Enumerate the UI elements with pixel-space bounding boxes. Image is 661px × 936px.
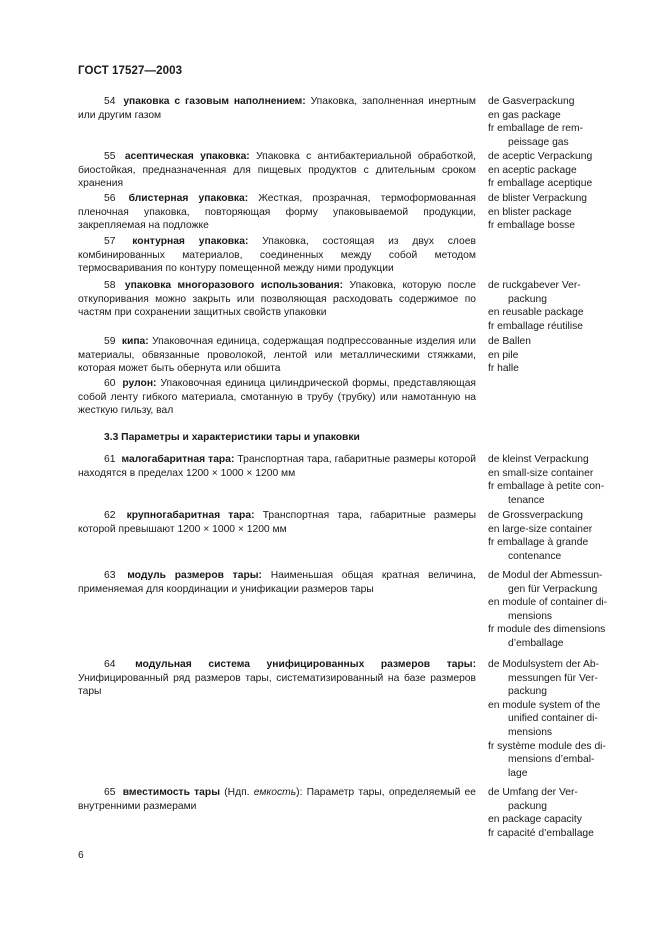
term-definition: Упаковка, заполненная инертным или другим газом — [78, 96, 476, 121]
equivalent-fr: fr emballage de rem- — [488, 123, 583, 135]
term-name: модульная система унифицированных размеров тары: — [135, 659, 476, 670]
foreign-equivalents-58 — [488, 279, 616, 333]
equivalent-fr-continued: d’emballage — [508, 637, 564, 649]
foreign-equivalents-54 — [488, 95, 616, 149]
term-definition: Унифицированный ряд размеров тары, систематизированный на базе размеров тары — [78, 672, 476, 698]
equivalent-en-continued: unified container di- — [508, 713, 598, 725]
equivalent-fr-continued: tenance — [508, 494, 545, 506]
term-definition: Транспортная тара, габаритные размеры которой находятся в пределах 1200 × 1000 × 1200 мм — [78, 454, 476, 479]
equivalent-de-continued: packung — [508, 800, 547, 812]
equivalent-de-continued: packung — [508, 293, 547, 305]
equivalent-fr: fr capacité d’emballage — [488, 827, 594, 839]
equivalent-fr: fr module des dimensions — [488, 624, 606, 636]
equivalent-en: en large-size container — [488, 523, 593, 535]
term-name: модуль размеров тары: — [127, 570, 262, 581]
entry-number: 55 — [104, 151, 116, 162]
term-name: блистерная упаковка: — [128, 193, 249, 204]
equivalent-de: de aceptic Verpackung — [488, 151, 593, 162]
term-entry-54 — [78, 95, 476, 122]
entry-number: 57 — [104, 236, 116, 247]
equivalent-fr-continued: contenance — [508, 550, 562, 562]
term-name: упаковка многоразового использования: — [124, 280, 344, 291]
term-definition: Наименьшая общая кратная величина, применяемая для координации и унификации размеров тары — [78, 570, 476, 595]
equivalent-de: de Gasverpackung — [488, 96, 575, 107]
equivalent-en: en blister package — [488, 206, 572, 218]
entry-number: 61 — [104, 454, 116, 465]
equivalent-fr: fr emballage à petite con- — [488, 481, 605, 493]
deprecated-term: емкость — [253, 787, 297, 798]
term-definition: Упаковочная единица цилиндрической формы, представляющая собой ленту гибкого материала, смотанную в трубу (трубку) или намотанную на жесткую гильзу, вал — [78, 378, 476, 417]
term-entry-59 — [78, 335, 476, 376]
equivalent-en: en module of container di- — [488, 597, 608, 609]
foreign-equivalents-64 — [488, 658, 616, 780]
equivalent-en-continued: mensions — [508, 726, 553, 738]
equivalent-de-continued: gen für Verpackung — [508, 583, 598, 595]
term-name: крупногабаритная тара: — [126, 510, 255, 521]
term-definition: Упаковочная единица, содержащая подпрессованные изделия или материалы, обвязанные проволокой, лентой или металлическими стяжками, которая может быть обернута или обшита — [78, 336, 476, 375]
equivalent-fr: fr système module des di- — [488, 740, 606, 752]
equivalent-en: en reusable package — [488, 307, 584, 319]
foreign-equivalents-56 — [488, 192, 616, 233]
equivalent-en: en aceptic package — [488, 164, 577, 176]
equivalent-en-continued: mensions — [508, 610, 553, 622]
term-name: асептическая упаковка: — [124, 151, 250, 162]
equivalent-en: en package capacity — [488, 814, 582, 826]
term-entry-56 — [78, 192, 476, 233]
term-name: упаковка с газовым наполнением: — [123, 96, 306, 107]
equivalent-en: en small-size container — [488, 467, 594, 479]
equivalent-de-continued: packung — [508, 686, 547, 698]
term-name: кипа: — [121, 336, 149, 347]
term-entry-63 — [78, 569, 476, 596]
term-definition: Упаковка с антибактериальной обработкой, биостойкая, предназначенная для пищевых продуктов с длительным сроком хранения — [78, 151, 476, 190]
equivalent-de: de Modul der Abmessun- — [488, 570, 603, 581]
equivalent-en: en pile — [488, 349, 519, 361]
equivalent-fr: fr emballage bosse — [488, 220, 576, 232]
equivalent-fr: fr emballage réutilise — [488, 320, 584, 332]
entry-number: 65 — [104, 787, 116, 798]
term-name: вместимость тары — [122, 787, 220, 798]
equivalent-fr-continued: lage — [508, 767, 528, 779]
term-entry-57 — [78, 235, 476, 276]
equivalent-en: en module system of the — [488, 699, 601, 711]
term-name: малогабаритная тара: — [121, 454, 235, 465]
deprecated-note-suffix: ): — [296, 787, 303, 798]
term-entry-55 — [78, 150, 476, 191]
foreign-equivalents-55 — [488, 150, 616, 191]
entry-number: 63 — [104, 570, 116, 581]
equivalent-en: en gas package — [488, 109, 561, 121]
equivalent-de: de blister Verpackung — [488, 193, 588, 204]
page-number: 6 — [78, 850, 84, 861]
term-name: рулон: — [122, 378, 157, 389]
deprecated-note-prefix: (Ндп. — [224, 787, 254, 798]
equivalent-de: de ruckgabever Ver- — [488, 280, 581, 291]
term-entry-58 — [78, 279, 476, 320]
equivalent-de: de kleinst Verpackung — [488, 454, 589, 465]
section-heading: 3.3 Параметры и характеристики тары и упаковки — [104, 432, 360, 443]
equivalent-fr-continued: mensions d’embal- — [508, 754, 595, 766]
entry-number: 54 — [104, 96, 116, 107]
foreign-equivalents-61 — [488, 453, 616, 507]
entry-number: 58 — [104, 280, 116, 291]
term-entry-62 — [78, 509, 476, 536]
term-entry-65 — [78, 786, 476, 813]
term-definition: Жесткая, прозрачная, термоформованная пленочная упаковка, повторяющая форму упаковываемой продукции, закрепляемая на подложке — [78, 193, 476, 232]
equivalent-fr: fr emballage aceptique — [488, 178, 593, 190]
equivalent-fr-continued: peissage gas — [508, 136, 569, 148]
equivalent-de-continued: messungen für Ver- — [508, 672, 598, 684]
entry-number: 62 — [104, 510, 116, 521]
entry-number: 56 — [104, 193, 116, 204]
term-definition: Упаковка, которую после откупоривания можно закрыть или позволяющая расходовать содержимое по частям при сохранении защитных свойств упаковки — [78, 280, 476, 319]
term-definition: Транспортная тара, габаритные размеры которой превышают 1200 × 1000 × 1200 мм — [78, 510, 476, 535]
entry-number: 59 — [104, 336, 116, 347]
document-header: ГОСТ 17527—2003 — [78, 65, 183, 77]
foreign-equivalents-65 — [488, 786, 616, 840]
equivalent-fr: fr halle — [488, 363, 519, 375]
foreign-equivalents-63 — [488, 569, 616, 651]
foreign-equivalents-59 — [488, 335, 616, 376]
entry-number: 64 — [104, 659, 116, 670]
term-definition: Упаковка, состоящая из двух слоев комбинированных материалов, соединенных между собой методом термосваривания по контуру помещенной между ними продукции — [78, 236, 476, 275]
equivalent-de: de Grossverpackung — [488, 510, 584, 521]
equivalent-de: de Modulsystem der Ab- — [488, 659, 600, 670]
term-definition: Параметр тары, определяемый ее внутренними размерами — [78, 787, 476, 812]
equivalent-de: de Umfang der Ver- — [488, 787, 578, 798]
entry-number: 60 — [104, 378, 116, 389]
term-entry-60 — [78, 377, 476, 418]
equivalent-de: de Ballen — [488, 336, 531, 347]
term-entry-61 — [78, 453, 476, 480]
term-name: контурная упаковка: — [132, 236, 249, 247]
foreign-equivalents-62 — [488, 509, 616, 563]
equivalent-fr: fr emballage à grande — [488, 537, 589, 549]
term-entry-64 — [78, 658, 476, 699]
